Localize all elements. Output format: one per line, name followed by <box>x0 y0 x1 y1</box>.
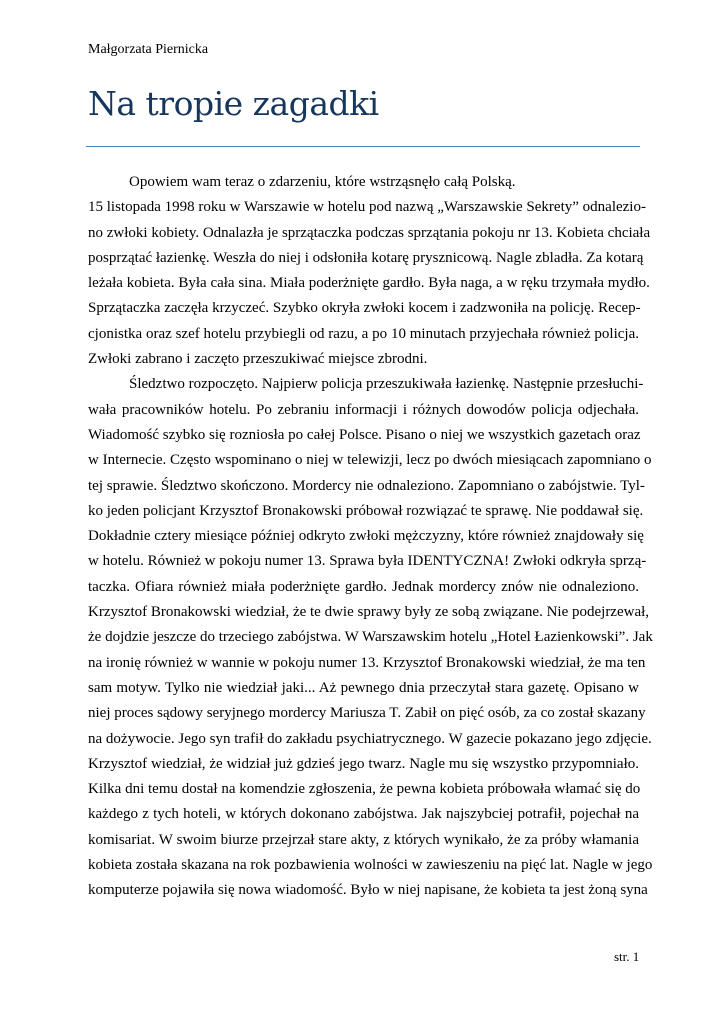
text-line: leżała kobieta. Była cała sina. Miała poderżnięte gardło. Była naga, a w ręku trzymała mydło. <box>88 275 650 292</box>
text-line: sam motyw. Tylko nie wiedział jaki... Aż pewnego dnia przeczytał stara gazetę. Opisano w <box>88 679 639 696</box>
title-underline <box>86 146 640 147</box>
text-line: na ironię również w wannie w pokoju numer 13. Krzysztof Bronakowski wiedział, że ma ten <box>88 654 646 671</box>
text-line: na dożywocie. Jego syn trafił do zakładu psychiatrycznego. W gazecie pokazano jego zdjęcie. <box>88 730 652 747</box>
text-line: Kilka dni temu dostał na komendzie zgłoszenia, że pewna kobieta próbowała włamać się do <box>88 781 641 798</box>
text-line: Opowiem wam teraz o zdarzeniu, które wstrząsnęło całą Polską. <box>129 174 516 190</box>
text-line: posprzątać łazienkę. Weszła do niej i odsłoniła kotarę prysznicową. Nagle zbladła. Za kotarą <box>88 249 644 266</box>
document-title: Na tropie zagadki <box>88 84 379 123</box>
text-line: Wiadomość szybko się rozniosła po całej Polsce. Pisano o niej we wszystkich gazetach oraz <box>88 426 641 443</box>
text-line: w hotelu. Również w pokoju numer 13. Sprawa była IDENTYCZNA! Zwłoki odkryła sprzą- <box>88 553 647 570</box>
text-line: 15 listopada 1998 roku w Warszawie w hotelu pod nazwą „Warszawskie Sekrety” odnalezio- <box>88 199 646 216</box>
text-line: w Internecie. Często wspominano o niej w telewizji, lecz po dwóch miesiącach zapomniano o <box>88 452 652 469</box>
text-line: komputerze pojawiła się nowa wiadomość. Było w niej napisane, że kobieta ta jest żoną syna <box>88 882 648 899</box>
text-line: Dokładnie cztery miesiące później odkryto zwłoki mężczyzny, które również znajdowały się <box>88 528 644 545</box>
text-line: że dojdzie jeszcze do trzeciego zabójstwa. W Warszawskim hotelu „Hotel Łazienkowski”. Jak <box>88 629 653 646</box>
text-line: wała pracowników hotelu. Po zebraniu informacji i różnych dowodów policja odjechała. <box>88 401 639 418</box>
text-line: Zwłoki zabrano i zaczęto przeszukiwać miejsce zbrodni. <box>88 351 428 368</box>
page-number: str. 1 <box>614 949 640 964</box>
author-name: Małgorzata Piernicka <box>88 42 209 57</box>
text-line: ko jeden policjant Krzysztof Bronakowski próbował rozwiązać te sprawę. Nie poddawał się. <box>88 502 644 519</box>
text-line: Krzysztof wiedział, że widział już gdzieś jego twarz. Nagle mu się wszystko przypomniało. <box>88 755 639 772</box>
text-line: Śledztwo rozpoczęto. Najpierw policja przeszukiwała łazienkę. Następnie przesłuchi- <box>129 376 644 393</box>
text-line: taczka. Ofiara również miała poderżnięte gardło. Jednak mordercy znów nie odnaleziono. <box>88 578 639 595</box>
text-line: każdego z tych hoteli, w których dokonano zabójstwa. Jak najszybciej potrafił, pojechał na <box>88 806 639 823</box>
text-line: Sprzątaczka zaczęła krzyczeć. Szybko okryła zwłoki kocem i zadzwoniła na policję. Recep- <box>88 300 641 317</box>
body-text <box>88 170 653 904</box>
text-line: komisariat. W swoim biurze przejrzał stare akty, z których wynikało, że za próby włamania <box>88 831 639 848</box>
text-line: cjonistka oraz szef hotelu przybiegli od razu, a po 10 minutach przyjechała również policja. <box>88 325 639 342</box>
text-line: niej proces sądowy seryjnego mordercy Mariusza T. Zabił on pięć osób, za co został skazany <box>88 705 646 722</box>
text-line: Krzysztof Bronakowski wiedział, że te dwie sprawy były ze sobą związane. Nie podejrzewał, <box>88 604 650 621</box>
text-line: kobieta została skazana na rok pozbawienia wolności w zawieszeniu na pięć lat. Nagle w jego <box>88 857 653 874</box>
text-line: no zwłoki kobiety. Odnalazła je sprzątaczka podczas sprzątania pokoju nr 13. Kobieta chciała <box>88 224 651 241</box>
text-line: tej sprawie. Śledztwo skończono. Mordercy nie odnaleziono. Zapomniano o zabójstwie. Tyl- <box>88 477 645 494</box>
